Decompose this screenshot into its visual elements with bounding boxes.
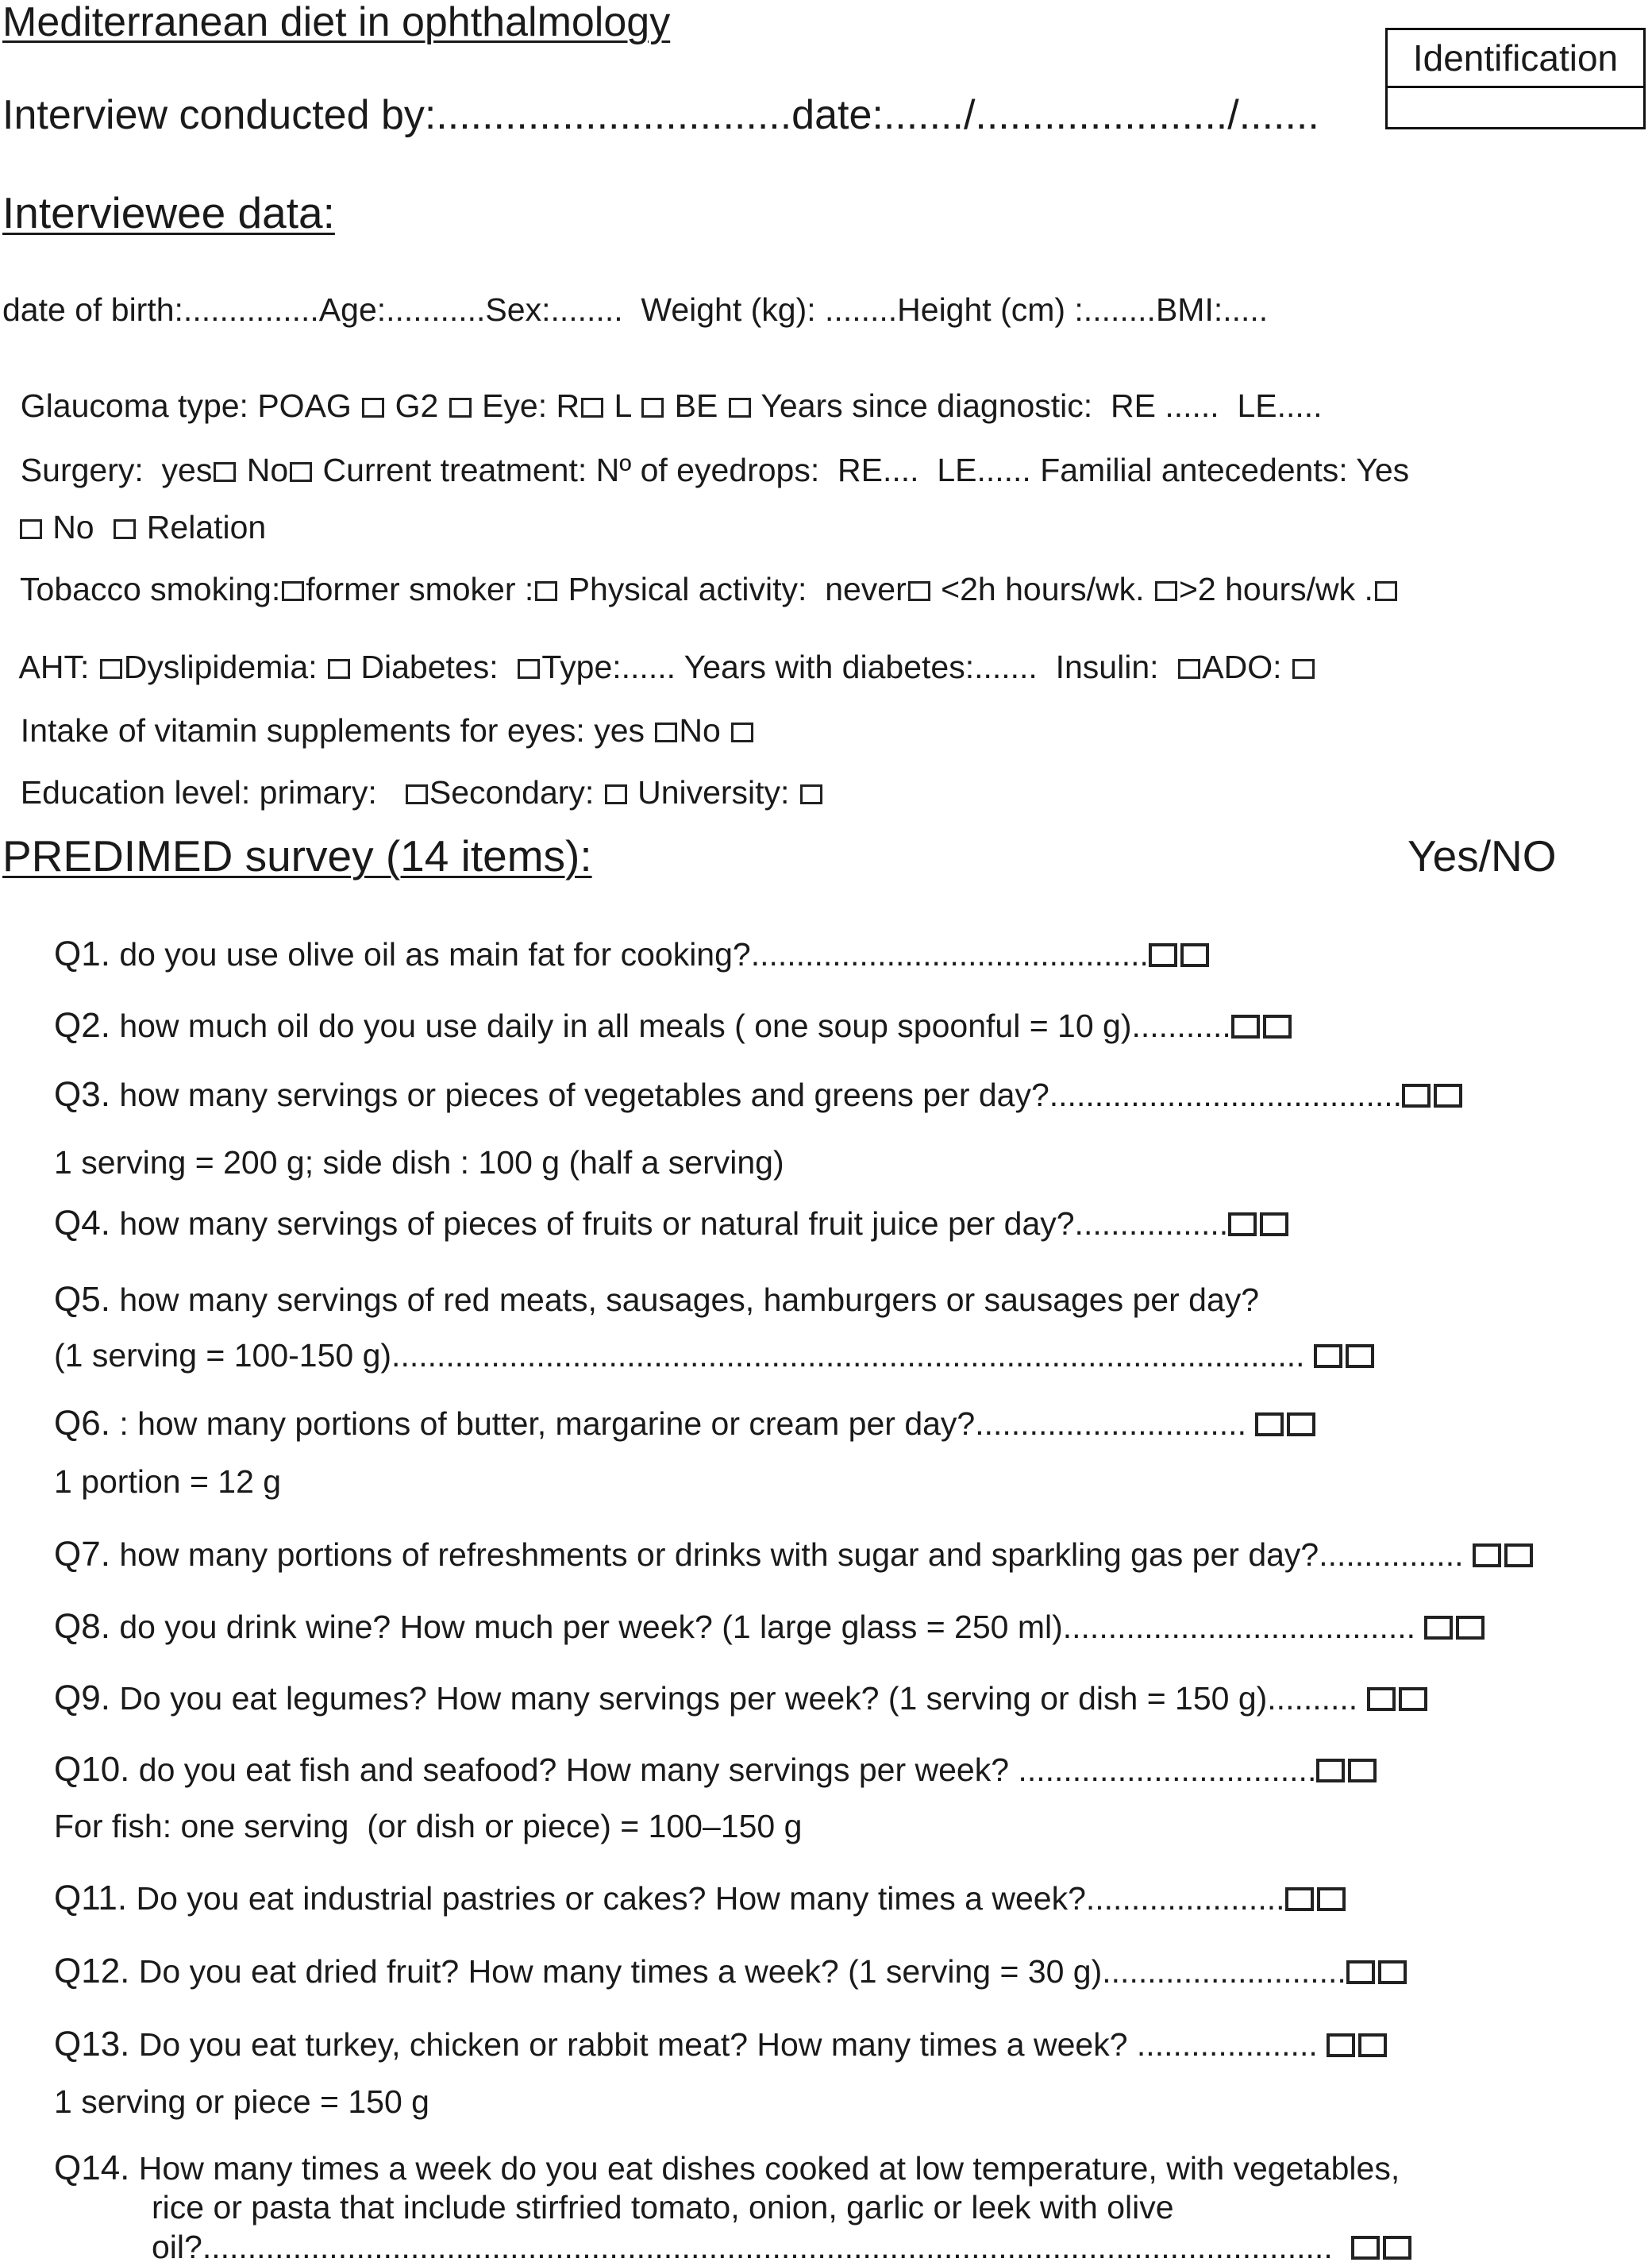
eye-l-checkbox[interactable] [641, 398, 664, 418]
relation-label: Relation [137, 509, 267, 545]
question-text: : how many portions of butter, margarine or cream per day?.............................. [110, 1405, 1256, 1442]
vitamin-no-checkbox[interactable] [731, 723, 753, 742]
question-number: Q8. [54, 1607, 110, 1646]
question-7 [54, 1537, 1533, 1572]
question-note: (1 serving = 100-150 g)..................................................................................................... [54, 1337, 1314, 1374]
question-number: Q13. [54, 2025, 130, 2064]
dyslipidemia-checkbox[interactable] [328, 659, 350, 679]
no-checkbox[interactable] [1317, 1887, 1346, 1911]
yes-checkbox[interactable] [1285, 1887, 1314, 1911]
question-number: Q9. [54, 1678, 110, 1717]
survey-heading: PREDIMED survey (14 items): [2, 831, 592, 881]
interviewee-heading: Interviewee data: [2, 188, 335, 237]
relation-line [0, 479, 266, 544]
dyslipidemia-label: Dyslipidemia: [123, 649, 326, 685]
diabetes-label: Diabetes: [351, 649, 517, 685]
question-12 [54, 1954, 1407, 1989]
question-number: Q5. [54, 1280, 110, 1319]
yes-checkbox[interactable] [1231, 1015, 1260, 1039]
question-number: Q14. [54, 2148, 130, 2187]
no-checkbox[interactable] [1399, 1687, 1427, 1711]
question-10-note: For fish: one serving (or dish or piece) = 100–150 g [54, 1808, 803, 1844]
question-5 [54, 1282, 1259, 1317]
question-number: Q4. [54, 1204, 110, 1243]
yes-checkbox[interactable] [1424, 1616, 1453, 1640]
surgery-line [2, 422, 1409, 487]
g2-checkbox[interactable] [449, 398, 472, 418]
question-text: how many portions of refreshments or drinks with sugar and sparkling gas per day?................ [110, 1536, 1473, 1573]
tobacco-label: Tobacco smoking: [20, 571, 281, 607]
surgery-label: Surgery: yes [20, 452, 213, 488]
question-text: Do you eat dried fruit? How many times a week? (1 serving = 30 g)........................... [129, 1953, 1346, 1990]
question-number: Q10. [54, 1750, 130, 1789]
physical-activity-label: Physical activity: never [559, 571, 907, 607]
question-3 [54, 1077, 1462, 1112]
yes-checkbox[interactable] [1346, 1960, 1375, 1984]
insulin-checkbox[interactable] [1178, 659, 1200, 679]
no-checkbox[interactable] [1383, 2236, 1411, 2260]
no-checkbox[interactable] [1263, 1015, 1292, 1039]
form-title: Mediterranean diet in ophthalmology [2, 0, 671, 45]
glaucoma-label: Glaucoma type: POAG [20, 387, 361, 424]
question-13 [54, 2027, 1387, 2062]
eye-l-label: L [605, 387, 641, 424]
comorbidity-line [2, 619, 1316, 684]
question-text: do you eat fish and seafood? How many servings per week? ................................. [129, 1752, 1317, 1788]
question-9 [54, 1678, 1427, 1717]
education-primary-checkbox[interactable] [406, 784, 428, 804]
question-6 [54, 1406, 1315, 1441]
question-text: How many times a week do you eat dishes cooked at low temperature, with vegetables, [129, 2150, 1400, 2187]
vitamin-label: Intake of vitamin supplements for eyes: yes [20, 712, 654, 749]
surgery-no-label: No [237, 452, 289, 488]
poag-checkbox[interactable] [362, 398, 384, 418]
no-checkbox[interactable] [1504, 1543, 1533, 1567]
familial-no-label: No [43, 509, 113, 545]
education-secondary-checkbox[interactable] [605, 784, 627, 804]
no-checkbox[interactable] [1260, 1212, 1288, 1236]
education-line [2, 744, 824, 809]
treatment-label: Current treatment: Nº of eyedrops: RE.... LE...... Familial antecedents: Yes [314, 452, 1410, 488]
ado-checkbox[interactable] [1292, 659, 1315, 679]
familial-yes-checkbox[interactable] [20, 519, 42, 539]
question-text: do you use olive oil as main fat for cooking?............................................ [110, 936, 1149, 973]
no-checkbox[interactable] [1346, 1344, 1374, 1368]
question-text: how much oil do you use daily in all meals ( one soup spoonful = 10 g)........... [110, 1008, 1231, 1044]
vitamin-line [2, 682, 755, 747]
identification-label: Identification [1388, 30, 1643, 88]
ado-label: ADO: [1202, 649, 1291, 685]
yes-checkbox[interactable] [1351, 2236, 1380, 2260]
question-10 [54, 1752, 1377, 1787]
g2-label: G2 [386, 387, 448, 424]
demographics-line: date of birth:...............Age:...........Sex:........ Weight (kg): ........Height (cm) :........BMI:..... [2, 291, 1269, 328]
yes-checkbox[interactable] [1255, 1412, 1284, 1436]
question-number: Q6. [54, 1404, 110, 1443]
question-2 [54, 1008, 1292, 1043]
activity-gt2-checkbox[interactable] [1375, 581, 1397, 601]
tobacco-line [2, 541, 1399, 606]
question-14 [54, 2148, 1400, 2187]
question-number: Q12. [54, 1952, 130, 1990]
question-text: Do you eat turkey, chicken or rabbit meat? How many times a week? .................... [129, 2026, 1327, 2063]
yes-checkbox[interactable] [1402, 1084, 1431, 1108]
former-smoker-checkbox[interactable] [535, 581, 557, 601]
question-3-note: 1 serving = 200 g; side dish : 100 g (half a serving) [54, 1144, 784, 1181]
smoker-checkbox[interactable] [282, 581, 304, 601]
vitamin-yes-checkbox[interactable] [655, 723, 677, 742]
eye-label: Eye: R [472, 387, 580, 424]
education-label: Education level: primary: [20, 774, 404, 811]
former-smoker-label: former smoker : [306, 571, 534, 607]
yes-checkbox[interactable] [1314, 1344, 1342, 1368]
no-checkbox[interactable] [1287, 1412, 1315, 1436]
question-8 [54, 1609, 1484, 1644]
question-text: how many servings of pieces of fruits or natural fruit juice per day?................. [110, 1205, 1229, 1242]
identification-box [1385, 28, 1646, 129]
yes-checkbox[interactable] [1228, 1212, 1257, 1236]
diabetes-type-label: Type:...... Years with diabetes:....... Insulin: [541, 649, 1177, 685]
education-university-checkbox[interactable] [800, 784, 822, 804]
yes-no-header: Yes/NO [1407, 831, 1557, 881]
no-checkbox[interactable] [1378, 1960, 1407, 1984]
eye-be-label: BE [665, 387, 727, 424]
yes-checkbox[interactable] [1149, 943, 1177, 967]
question-14-line2: rice or pasta that include stirfried tomato, onion, garlic or leek with olive [152, 2189, 1174, 2226]
years-diagnostic-label: Years since diagnostic: RE ...... LE..... [752, 387, 1323, 424]
question-text: Do you eat industrial pastries or cakes? How many times a week?...................... [127, 1880, 1285, 1917]
question-number: Q3. [54, 1075, 110, 1114]
question-5-note [54, 1339, 1374, 1372]
question-text: how many servings of red meats, sausages, hamburgers or sausages per day? [110, 1281, 1260, 1318]
activity-gt2-label: >2 hours/wk . [1178, 571, 1373, 607]
question-6-note: 1 portion = 12 g [54, 1463, 282, 1500]
activity-lt2-checkbox[interactable] [1155, 581, 1177, 601]
yes-checkbox[interactable] [1367, 1687, 1396, 1711]
no-checkbox[interactable] [1348, 1759, 1377, 1782]
education-secondary-label: Secondary: [429, 774, 603, 811]
no-checkbox[interactable] [1358, 2033, 1387, 2057]
yes-checkbox[interactable] [1316, 1759, 1345, 1782]
question-number: Q1. [54, 935, 110, 973]
familial-no-checkbox[interactable] [114, 519, 136, 539]
activity-never-checkbox[interactable] [908, 581, 930, 601]
interview-line: Interview conducted by:...............................date:......./....................../....... [2, 92, 1319, 138]
question-text: do you drink wine? How much per week? (1 large glass = 250 ml)....................................... [110, 1609, 1425, 1645]
question-1 [54, 937, 1209, 972]
diabetes-checkbox[interactable] [518, 659, 540, 679]
yes-checkbox[interactable] [1473, 1543, 1501, 1567]
question-text: how many servings or pieces of vegetables and greens per day?....................................... [110, 1077, 1403, 1113]
eye-r-checkbox[interactable] [581, 398, 603, 418]
question-text: oil?............................................................................................................................. [152, 2229, 1351, 2265]
activity-lt2-label: <2h hours/wk. [931, 571, 1153, 607]
aht-checkbox[interactable] [100, 659, 122, 679]
education-university-label: University: [628, 774, 799, 811]
question-11 [54, 1881, 1346, 1916]
question-number: Q2. [54, 1006, 110, 1045]
question-number: Q7. [54, 1535, 110, 1574]
no-checkbox[interactable] [1456, 1616, 1484, 1640]
no-checkbox[interactable] [1434, 1084, 1462, 1108]
aht-label: AHT: [18, 649, 98, 685]
glaucoma-line [2, 357, 1323, 422]
question-14-line3 [152, 2231, 1411, 2264]
surgery-no-checkbox[interactable] [290, 462, 312, 482]
vitamin-no-label: No [679, 712, 730, 749]
eye-be-checkbox[interactable] [729, 398, 751, 418]
question-4 [54, 1206, 1288, 1241]
yes-checkbox[interactable] [1327, 2033, 1355, 2057]
question-number: Q11. [54, 1879, 128, 1917]
question-13-note: 1 serving or piece = 150 g [54, 2083, 429, 2120]
no-checkbox[interactable] [1180, 943, 1209, 967]
question-text: Do you eat legumes? How many servings per week? (1 serving or dish = 150 g).......... [110, 1680, 1367, 1717]
